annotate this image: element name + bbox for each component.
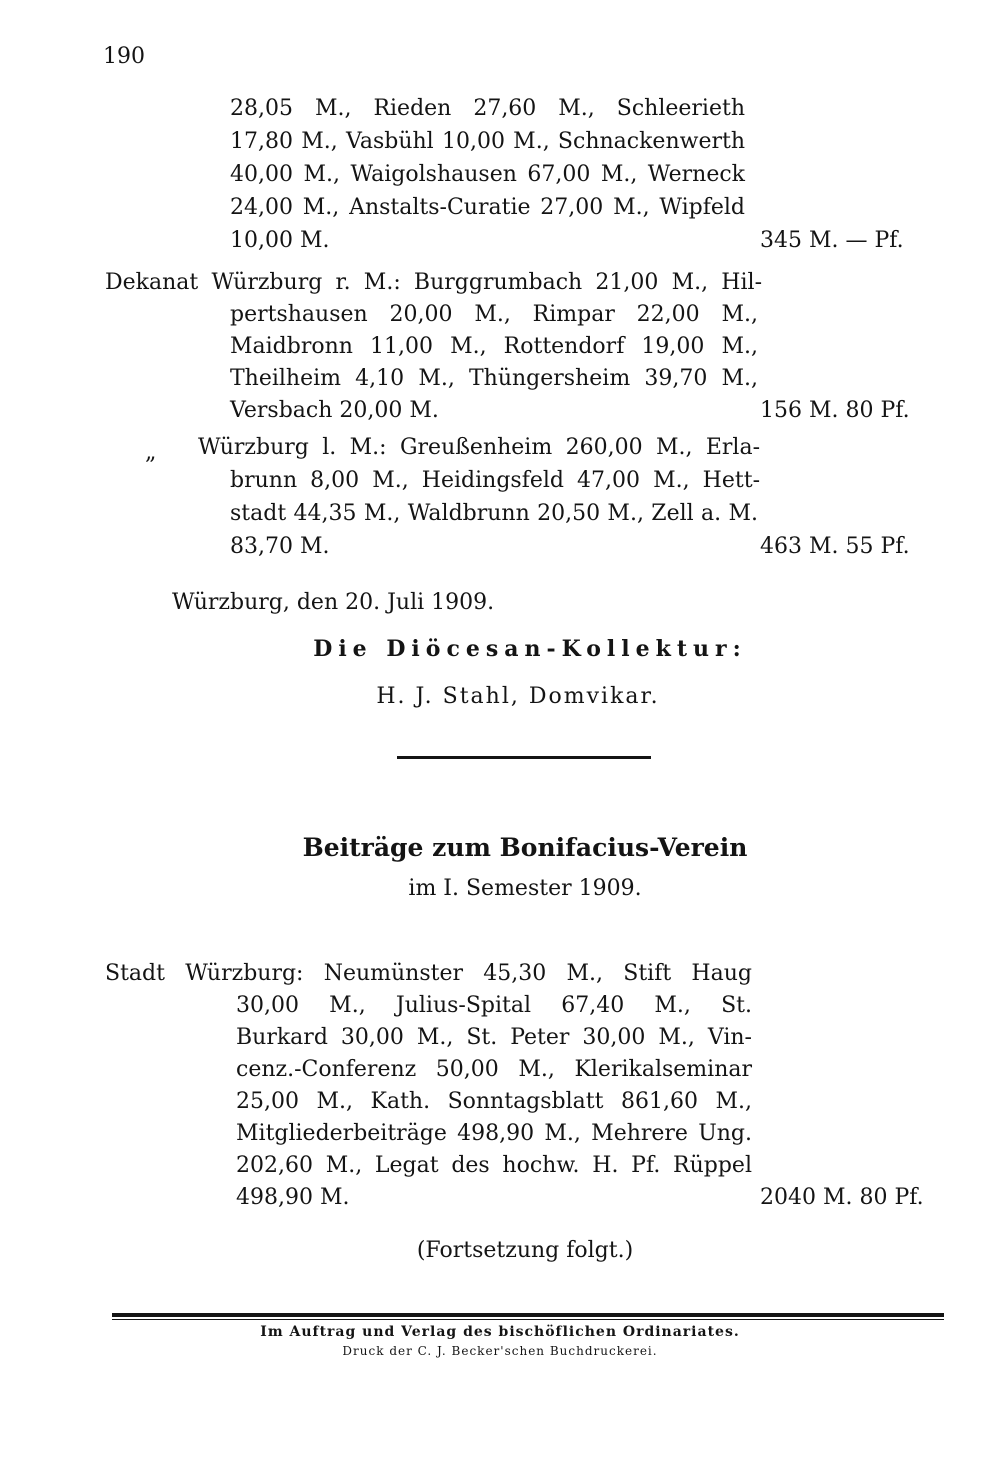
block1-line: 17,80 M., Vasbühl 10,00 M., Schnackenwerth bbox=[230, 129, 745, 154]
block3-line: brunn 8,00 M., Heidingsfeld 47,00 M., Hett- bbox=[230, 468, 760, 493]
block2-line: Theilheim 4,10 M., Thüngersheim 39,70 M., bbox=[230, 366, 758, 391]
section-divider bbox=[397, 756, 651, 759]
block4-line: 25,00 M., Kath. Sonntagsblatt 861,60 M., bbox=[236, 1089, 752, 1114]
block1-line: 10,00 M. bbox=[230, 228, 330, 253]
footer-rule-thin bbox=[112, 1319, 944, 1320]
signature-title: Die Diöcesan-Kollektur: bbox=[313, 636, 747, 662]
block1-line: 40,00 M., Waigolshausen 67,00 M., Werneck bbox=[230, 162, 745, 187]
footer-publisher: Im Auftrag und Verlag des bischöflichen Ordinariates. bbox=[260, 1324, 740, 1340]
block1-line: 28,05 M., Rieden 27,60 M., Schleerieth bbox=[230, 96, 745, 121]
block1-line: 24,00 M., Anstalts-Curatie 27,00 M., Wipfeld bbox=[230, 195, 745, 220]
block3-line: 83,70 M. bbox=[230, 534, 330, 559]
block1-amount: 345 M. — Pf. bbox=[760, 228, 904, 253]
block4-line: 498,90 M. bbox=[236, 1185, 350, 1210]
block2-amount: 156 M. 80 Pf. bbox=[760, 398, 910, 423]
footer-printer: Druck der C. J. Becker'schen Buchdruckerei. bbox=[342, 1344, 658, 1358]
block4-line: 202,60 M., Legat des hochw. H. Pf. Rüppel bbox=[236, 1153, 752, 1178]
block4-line: Mitgliederbeiträge 498,90 M., Mehrere Ung. bbox=[236, 1121, 752, 1146]
section-subtitle: im I. Semester 1909. bbox=[408, 876, 642, 901]
block4-line: 30,00 M., Julius-Spital 67,40 M., St. bbox=[236, 993, 752, 1018]
continuation-note: (Fortsetzung folgt.) bbox=[416, 1238, 634, 1263]
block4-amount: 2040 M. 80 Pf. bbox=[760, 1185, 924, 1210]
block3-line: stadt 44,35 M., Waldbrunn 20,50 M., Zell a. M. bbox=[230, 501, 758, 526]
block3-amount: 463 M. 55 Pf. bbox=[760, 534, 910, 559]
signature-name: H. J. Stahl, Domvikar. bbox=[376, 684, 660, 709]
ditto-mark: „ bbox=[145, 440, 157, 465]
dateline: Würzburg, den 20. Juli 1909. bbox=[172, 590, 495, 615]
section-title: Beiträge zum Bonifacius-Verein bbox=[302, 833, 748, 862]
block4-line: cenz.-Conferenz 50,00 M., Klerikalseminar bbox=[236, 1057, 752, 1082]
block2-line: pertshausen 20,00 M., Rimpar 22,00 M., bbox=[230, 302, 758, 327]
block4-line: Burkard 30,00 M., St. Peter 30,00 M., Vin- bbox=[236, 1025, 752, 1050]
block2-line: Maidbronn 11,00 M., Rottendorf 19,00 M., bbox=[230, 334, 758, 359]
page-number: 190 bbox=[103, 44, 145, 69]
block3-line: Würzburg l. M.: Greußenheim 260,00 M., Erla- bbox=[198, 435, 760, 460]
block2-line: Dekanat Würzburg r. M.: Burggrumbach 21,00 M., Hil- bbox=[105, 270, 762, 295]
footer-rule-thick bbox=[112, 1313, 944, 1317]
block2-line: Versbach 20,00 M. bbox=[230, 398, 439, 423]
block4-line: Stadt Würzburg: Neumünster 45,30 M., Stift Haug bbox=[105, 961, 752, 986]
